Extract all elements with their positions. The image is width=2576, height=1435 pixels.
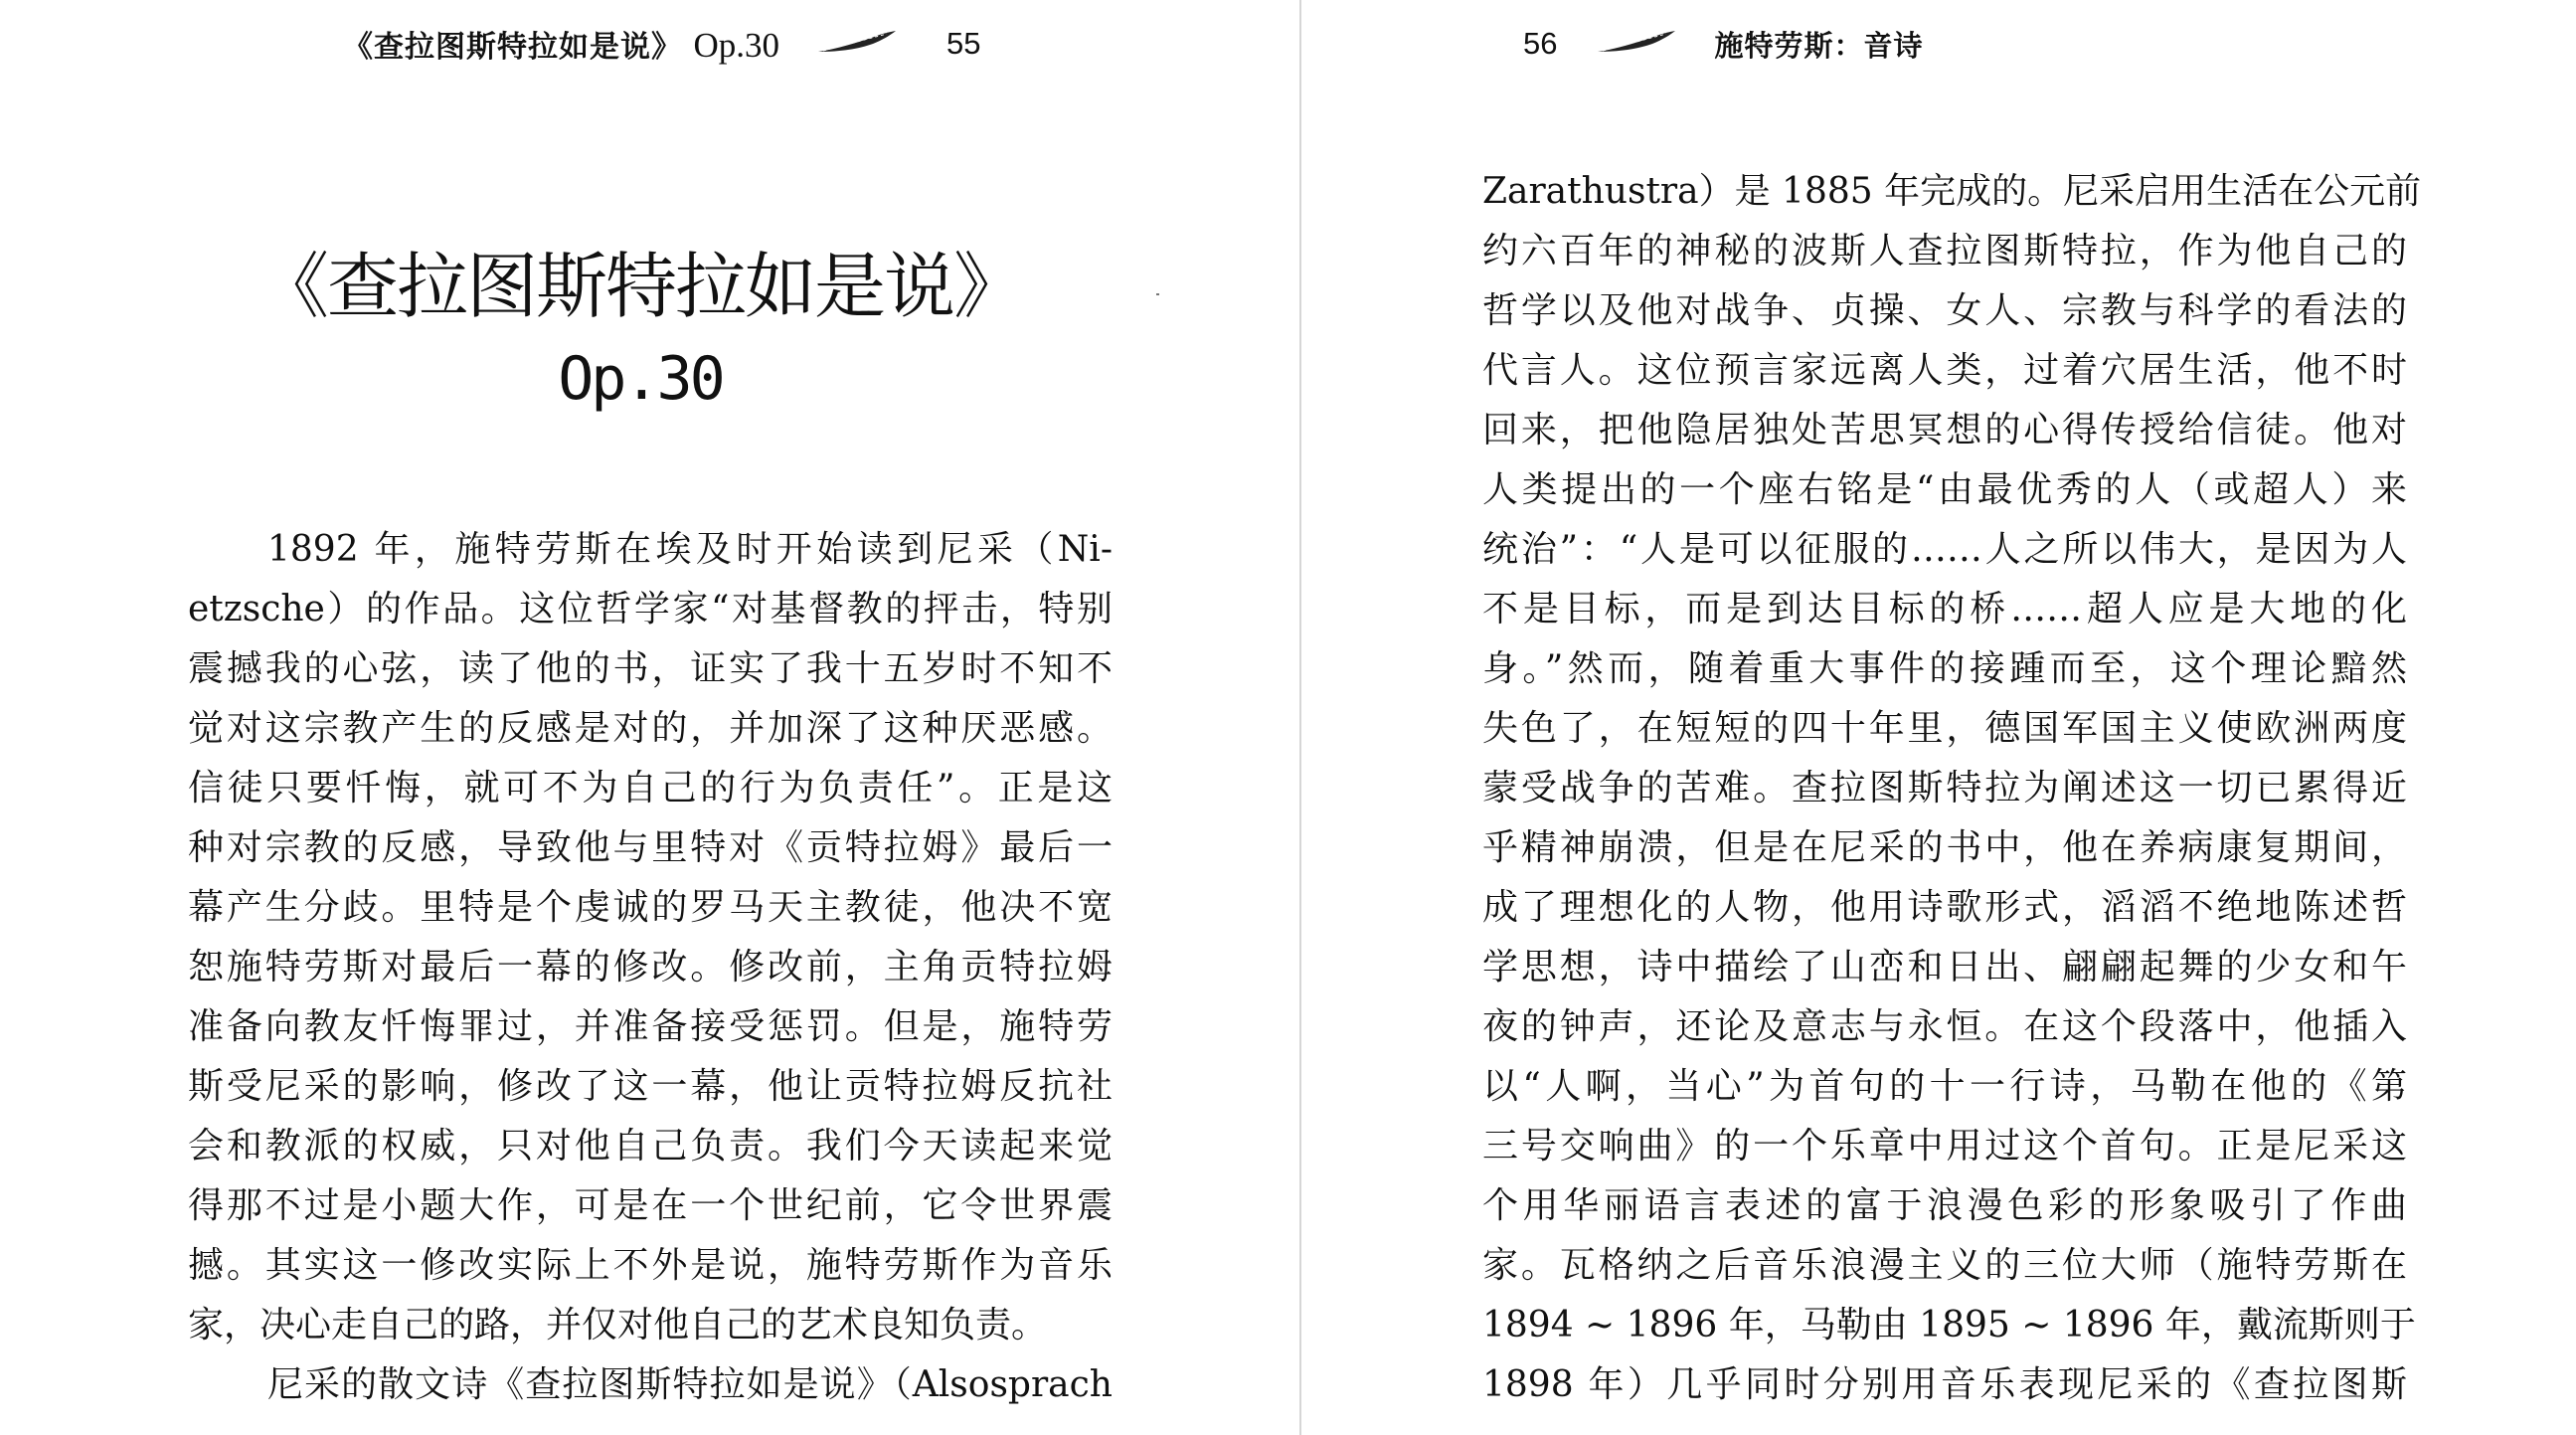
- text-line: 家，决心走自己的路，并仅对他自己的艺术良知负责。: [188, 1305, 1048, 1345]
- text-line: 个用华丽语言表述的富于浪漫色彩的形象吸引了作曲: [1482, 1185, 2407, 1226]
- right-page-number: 56: [1523, 26, 1558, 61]
- text-line: 回来，把他隐居独处苦思冥想的心得传授给信徒。他对: [1482, 410, 2407, 450]
- text-line: etzsche）的作品。这位哲学家“对基督教的抨击，特别: [188, 589, 1113, 629]
- right-page: [1288, 0, 2576, 1435]
- text-line: 得那不过是小题大作，可是在一个世纪前，它令世界震: [188, 1185, 1113, 1226]
- text-line: 幕产生分歧。里特是个虔诚的罗马天主教徒，他决不宽: [188, 887, 1113, 928]
- text-line: 种对宗教的反感，导致他与里特对《贡特拉姆》最后一: [188, 827, 1113, 868]
- text-line: 约六百年的神秘的波斯人查拉图斯特拉，作为他自己的: [1482, 231, 2407, 271]
- text-line: 以“人啊，当心”为首句的十一行诗，马勒在他的《第: [1482, 1066, 2407, 1107]
- text-line: 失色了，在短短的四十年里，德国军国主义使欧洲两度: [1482, 708, 2407, 749]
- right-running-head-title: 施特劳斯：音诗: [1714, 28, 1924, 63]
- text-line: 震撼我的心弦，读了他的书，证实了我十五岁时不知不: [188, 648, 1113, 689]
- text-line: 家。瓦格纳之后音乐浪漫主义的三位大师（施特劳斯在: [1482, 1245, 2407, 1286]
- text-line: 统治”：“人是可以征服的……人之所以伟大，是因为人: [1482, 529, 2407, 570]
- text-line: 准备向教友忏悔罪过，并准备接受惩罚。但是，施特劳: [188, 1006, 1113, 1047]
- chapter-opus-number: Op.30: [558, 344, 723, 414]
- chapter-title-text: 《查拉图斯特拉如是说》: [257, 245, 1023, 328]
- left-running-head: [343, 18, 980, 70]
- scan-speck: [1156, 293, 1159, 295]
- text-line: 蒙受战争的苦难。查拉图斯特拉为阐述这一切已累得近: [1482, 768, 2407, 808]
- text-line: 撼。其实这一修改实际上不外是说，施特劳斯作为音乐: [188, 1245, 1113, 1286]
- quill-ornament-icon: [1597, 30, 1676, 58]
- left-body-text: [188, 520, 1113, 1415]
- text-line: 会和教派的权威，只对他自己负责。我们今天读起来觉: [188, 1126, 1113, 1166]
- text-line: 乎精神崩溃，但是在尼采的书中，他在养病康复期间，: [1482, 827, 2407, 868]
- left-running-head-opus: Op.30: [693, 26, 779, 65]
- left-page-number: 55: [945, 26, 981, 61]
- right-running-head: [1523, 18, 1924, 70]
- text-line: 不是目标，而是到达目标的桥……超人应是大地的化: [1482, 589, 2407, 629]
- chapter-title: [0, 239, 1288, 419]
- right-body-text: [1482, 162, 2422, 1415]
- text-line: 1894 ~ 1896 年，马勒由 1895 ~ 1896 年，戴流斯则于: [1482, 1305, 2416, 1345]
- text-line: 夜的钟声，还论及意志与永恒。在这个段落中，他插入: [1482, 1006, 2407, 1047]
- text-line: 学思想，诗中描绘了山峦和日出、翩翩起舞的少女和午: [1482, 947, 2407, 987]
- text-line: 斯受尼采的影响，修改了这一幕，他让贡特拉姆反抗社: [188, 1066, 1113, 1107]
- text-line: 尼采的散文诗《查拉图斯特拉如是说》（Alsosprach: [267, 1364, 1113, 1405]
- quill-ornament-icon: [817, 30, 897, 58]
- text-line: 觉对这宗教产生的反感是对的，并加深了这种厌恶感。: [188, 708, 1113, 749]
- text-line: 1892 年，施特劳斯在埃及时开始读到尼采（Ni-: [267, 529, 1113, 570]
- text-line: 人类提出的一个座右铭是“由最优秀的人（或超人）来: [1482, 469, 2407, 510]
- text-line: 代言人。这位预言家远离人类，过着穴居生活，他不时: [1482, 350, 2407, 391]
- text-line: 信徒只要忏悔，就可不为自己的行为负责任”。正是这: [188, 768, 1113, 808]
- text-line: 三号交响曲》的一个乐章中用过这个首句。正是尼采这: [1482, 1126, 2407, 1166]
- text-line: 恕施特劳斯对最后一幕的修改。修改前，主角贡特拉姆: [188, 947, 1113, 987]
- left-running-head-title: 《查拉图斯特拉如是说》 Op.30: [343, 26, 779, 65]
- text-line: Zarathustra）是 1885 年完成的。尼采启用生活在公元前: [1482, 171, 2422, 212]
- text-line: 身。”然而，随着重大事件的接踵而至，这个理论黯然: [1482, 648, 2407, 689]
- text-line: 成了理想化的人物，他用诗歌形式，滔滔不绝地陈述哲: [1482, 887, 2407, 928]
- text-line: 哲学以及他对战争、贞操、女人、宗教与科学的看法的: [1482, 290, 2407, 331]
- text-line: 1898 年）几乎同时分别用音乐表现尼采的《查拉图斯: [1482, 1364, 2407, 1405]
